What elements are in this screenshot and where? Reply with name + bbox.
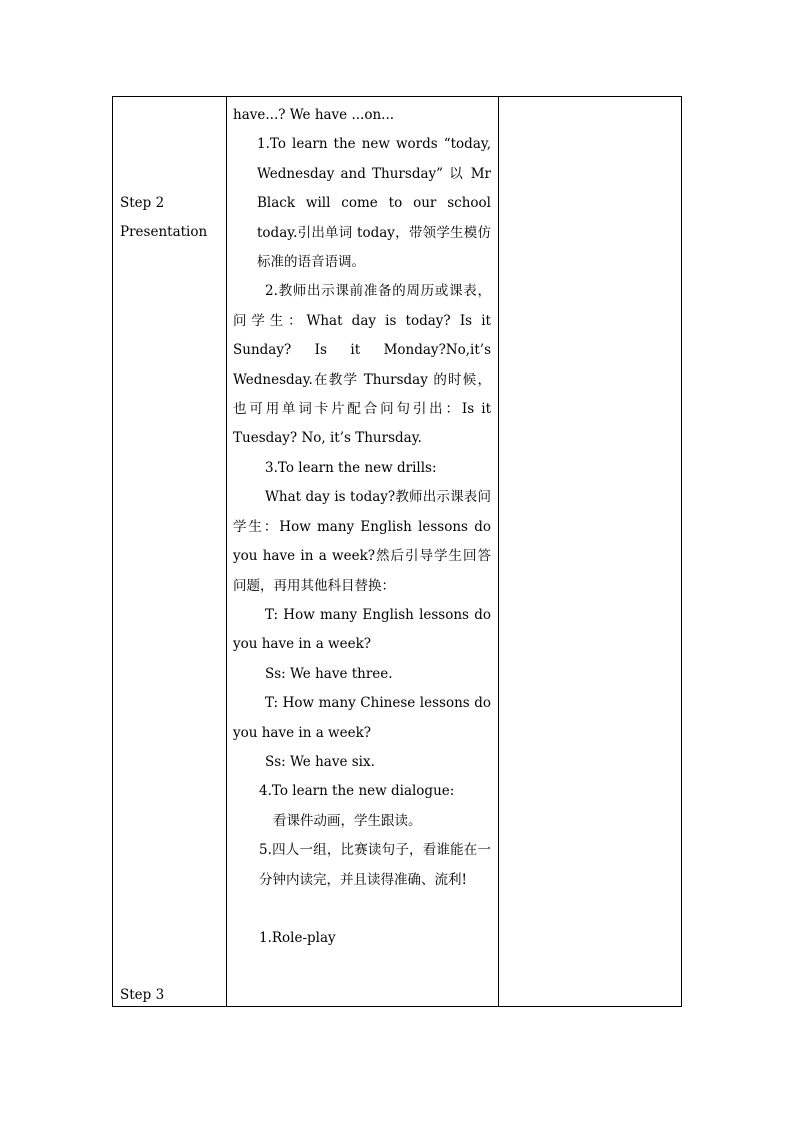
step-2-subtitle: Presentation xyxy=(120,224,208,241)
procedure-line: 看课件动画，学生跟读。 xyxy=(273,812,422,829)
procedure-paragraph: 5.四人一组，比赛读句子，看谁能在一分钟内读完，并且读得准确、流利! xyxy=(259,842,491,888)
dialogue-line: Ss: We have three. xyxy=(265,665,393,682)
procedure-text: 1.To learn the new words “today, Wednesday and Thursday” 以 Mr Black will come to our school today.引出单词 today，带领学生模仿标准的语音语调。 xyxy=(257,136,491,271)
table-row xyxy=(113,97,682,1007)
step-2-title: Step 2 xyxy=(120,195,165,211)
procedure-line: 3.To learn the new drills: xyxy=(265,459,437,476)
procedure-paragraph: What day is today?教师出示课表问学生：How many English lessons do you have in a week?然后引导学生回答问题，再用其他科目替换： xyxy=(233,489,491,594)
procedure-paragraph: 2.教师出示课前准备的周历或课表，问学生：What day is today? Is it Sunday? Is it Monday?No,it’s Wednesday.在教学 Thursday 的时候，也可用单词卡片配合问句引出：Is it Tuesday? No, it’s Thursday. xyxy=(233,283,491,447)
dialogue-line: Ss: We have six. xyxy=(265,753,375,770)
notes-column xyxy=(499,97,682,1007)
procedure-paragraph xyxy=(233,130,491,277)
spacer xyxy=(233,895,491,924)
procedure-line: have...? We have ...on... xyxy=(233,107,395,123)
lesson-plan-table xyxy=(112,96,682,1007)
procedure-line: 4.To learn the new dialogue: xyxy=(259,783,455,800)
step-2-label xyxy=(120,189,207,248)
procedure-column xyxy=(227,97,499,1007)
dialogue-line: T: How many English lessons do you have in a week? xyxy=(233,606,491,653)
step-column xyxy=(113,97,227,1007)
procedure-line: 1.Role-play xyxy=(259,930,336,947)
step-3-label: Step 3 xyxy=(120,987,165,1003)
dialogue-line: T: How many Chinese lessons do you have in a week? xyxy=(233,695,491,741)
